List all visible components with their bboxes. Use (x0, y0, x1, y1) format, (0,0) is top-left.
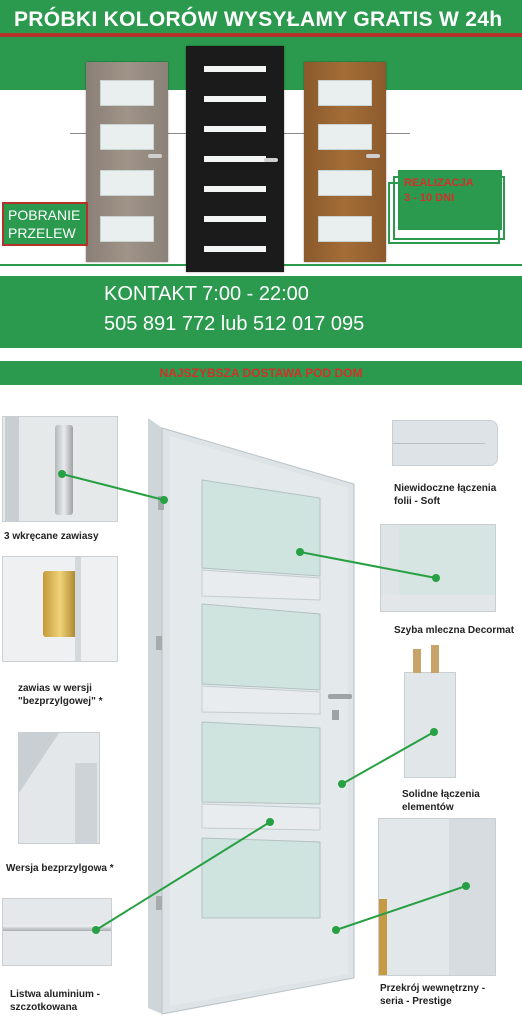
callout-cross-section (336, 886, 466, 930)
callout-dot (266, 818, 274, 826)
callout-dot (296, 548, 304, 556)
caption-hidden-hinge: zawias w wersji "bezprzylgowej" * (18, 683, 103, 707)
caption-glass: Szyba mleczna Decormat (394, 625, 515, 636)
callout-dot (332, 926, 340, 934)
contact-phones: 505 891 772 lub 512 017 095 (104, 313, 365, 335)
callout-aluminium-strip (96, 822, 270, 930)
callout-dot (338, 780, 346, 788)
caption-cross-section: Przekrój wewnętrzny - seria - Prestige (380, 983, 486, 1007)
realization-label: REALIZACJA (404, 177, 474, 189)
caption-flush-version: Wersja bezprzylgowa * (6, 863, 114, 874)
callout-dot (432, 574, 440, 582)
banner-title: PRÓBKI KOLORÓW WYSYŁAMY GRATIS W 24h (14, 8, 503, 31)
callout-dot (430, 728, 438, 736)
callout-solid-joints (342, 732, 434, 784)
payment-transfer-label: PRZELEW (8, 225, 76, 241)
callout-dot (160, 496, 168, 504)
delivery-text: NAJSZYBSZA DOSTAWA POD DOM (159, 366, 363, 380)
callout-dot (58, 470, 66, 478)
caption-solid-joints: Solidne łączenia elementów (402, 789, 480, 813)
payment-cod-label: POBRANIE (8, 207, 81, 223)
caption-hinges: 3 wkręcane zawiasy (4, 531, 99, 542)
callout-hinges (62, 474, 164, 500)
callout-glass (300, 552, 436, 578)
callout-dot (92, 926, 100, 934)
caption-aluminium-strip: Listwa aluminium - szczotkowana (10, 989, 101, 1013)
callout-dot (462, 882, 470, 890)
realization-days: 3 - 10 DNI (404, 192, 455, 204)
contact-hours: KONTAKT 7:00 - 22:00 (104, 283, 309, 305)
caption-foil-joints: Niewidoczne łączenia folii - Soft (394, 483, 497, 507)
